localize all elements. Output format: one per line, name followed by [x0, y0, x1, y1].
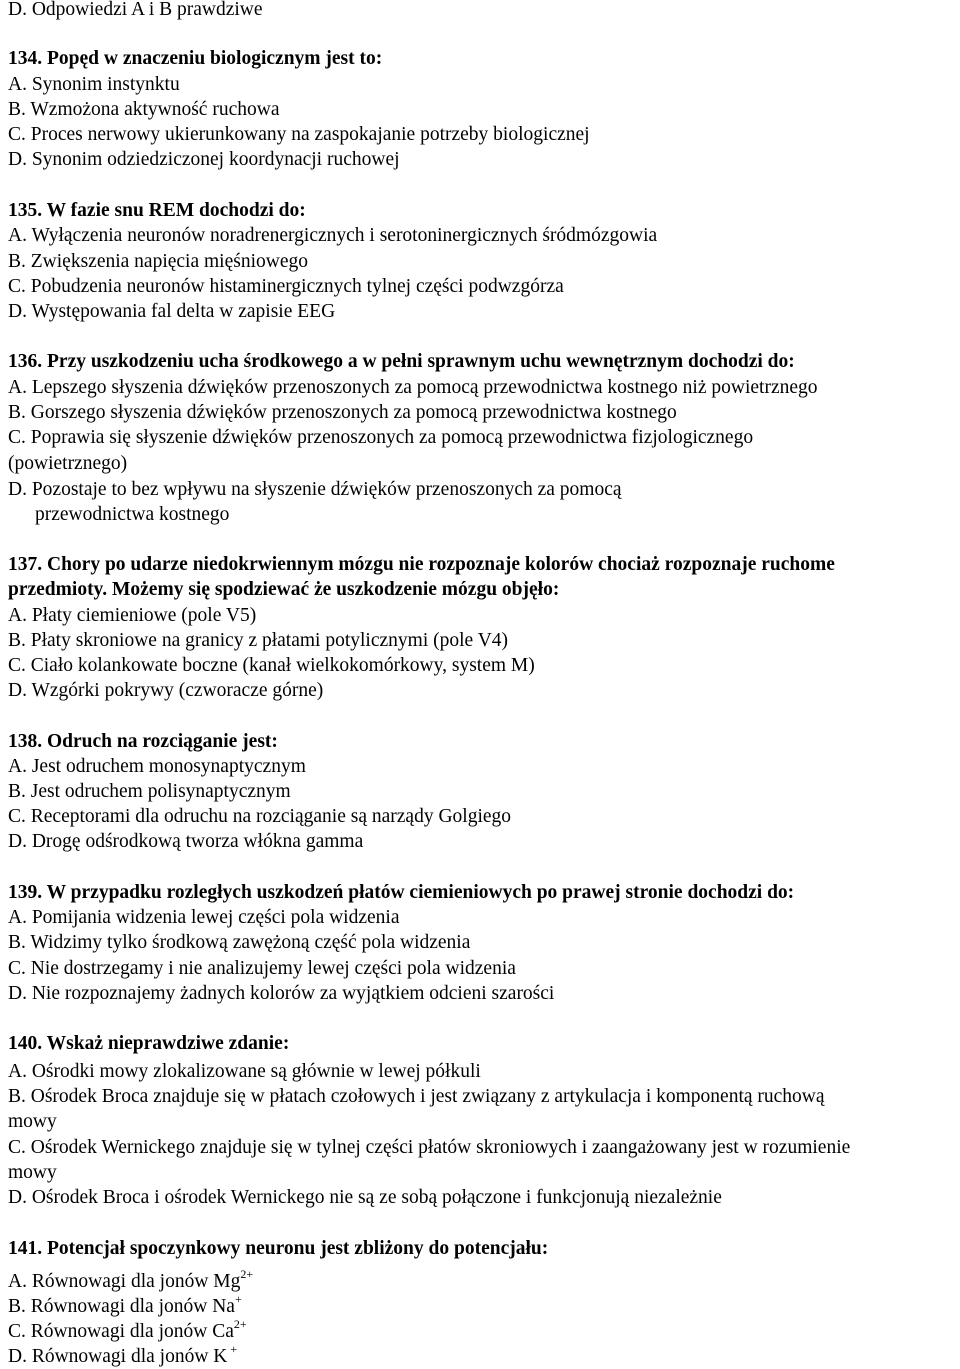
option-b: B. Płaty skroniowe na granicy z płatami potylicznymi (pole V4) [8, 630, 509, 651]
superscript-charge: + [227, 1342, 238, 1356]
option-d-continued: przewodnictwa kostnego [35, 504, 230, 525]
superscript-charge: + [234, 1292, 242, 1306]
option-d: D. Ośrodek Broca i ośrodek Wernickego nie są ze sobą połączone i funkcjonują niezależnie [8, 1187, 722, 1208]
option-a: A. Lepszego słyszenia dźwięków przenoszonych za pomocą przewodnictwa kostnego niż powietrznego [8, 377, 818, 398]
option-a: A. Ośrodki mowy zlokalizowane są głównie w lewej półkuli [8, 1061, 481, 1082]
option-b: B. Wzmożona aktywność ruchowa [8, 99, 280, 120]
option-c: C. Pobudzenia neuronów histaminergicznych tylnej części podwzgórza [8, 276, 564, 297]
question-139-title: 139. W przypadku rozległych uszkodzeń płatów ciemieniowych po prawej stronie dochodzi do: [8, 882, 795, 903]
question-138-title: 138. Odruch na rozciąganie jest: [8, 731, 278, 752]
option-d: D. Synonim odziedziczonej koordynacji ruchowej [8, 149, 400, 170]
option-a: A. Synonim instynktu [8, 74, 180, 95]
question-136-title: 136. Przy uszkodzeniu ucha środkowego a w pełni sprawnym uchu wewnętrznym dochodzi do: [8, 351, 795, 372]
option-a: A. Płaty ciemieniowe (pole V5) [8, 605, 257, 626]
superscript-charge: 2+ [240, 1267, 254, 1281]
option-d: D. Drogę odśrodkową tworza włókna gamma [8, 831, 364, 852]
question-140-title: 140. Wskaż nieprawdziwe zdanie: [8, 1033, 290, 1054]
question-135-title: 135. W fazie snu REM dochodzi do: [8, 200, 306, 221]
option-d: D. Pozostaje to bez wpływu na słyszenie dźwięków przenoszonych za pomocą [8, 479, 622, 500]
option-b: B. Ośrodek Broca znajduje się w płatach czołowych i jest związany z artykulacja i komponentą ruchową [8, 1086, 825, 1107]
answer-line: D. Odpowiedzi A i B prawdziwe [8, 0, 263, 20]
option-d: D. Wzgórki pokrywy (czworacze górne) [8, 680, 324, 701]
option-a: A. Równowagi dla jonów $Mg^{2+}$ [8, 1267, 254, 1292]
option-b: B. Gorszego słyszenia dźwięków przenoszonych za pomocą przewodnictwa kostnego [8, 402, 677, 423]
question-137-title: 137. Chory po udarze niedokrwiennym mózgu nie rozpoznaje kolorów chociaż rozpoznaje ruchome [8, 554, 835, 575]
option-c-continued: (powietrznego) [8, 453, 128, 474]
option-c: C. Ośrodek Wernickego znajduje się w tylnej części płatów skroniowych i zaangażowany jest w rozumienie [8, 1137, 851, 1158]
option-b: B. Zwiększenia napięcia mięśniowego [8, 251, 308, 272]
option-a: A. Wyłączenia neuronów noradrenergicznych i serotoninergicznych śródmózgowia [8, 225, 658, 246]
option-b: B. Równowagi dla jonów Na+ [8, 1292, 242, 1317]
question-137-title-continued: przedmioty. Możemy się spodziewać że uszkodzenie mózgu objęło: [8, 579, 560, 600]
option-c: C. Receptorami dla odruchu na rozciąganie są narządy Golgiego [8, 806, 512, 827]
option-c: C. Ciało kolankowate boczne (kanał wielkokomórkowy, system M) [8, 655, 535, 676]
option-b-continued: mowy [8, 1111, 57, 1132]
option-a: A. Pomijania widzenia lewej części pola widzenia [8, 907, 400, 928]
option-c-continued: mowy [8, 1162, 57, 1183]
option-d: D. Występowania fal delta w zapisie EEG [8, 301, 336, 322]
option-a: A. Jest odruchem monosynaptycznym [8, 756, 306, 777]
option-c: C. Proces nerwowy ukierunkowany na zaspokajanie potrzeby biologicznej [8, 124, 590, 145]
option-b: B. Jest odruchem polisynaptycznym [8, 781, 291, 802]
option-c: C. Równowagi dla jonów $Ca^{2+}$ [8, 1317, 247, 1342]
question-141-title: 141. Potencjał spoczynkowy neuronu jest zbliżony do potencjału: [8, 1238, 549, 1259]
option-c: C. Poprawia się słyszenie dźwięków przenoszonych za pomocą przewodnictwa fizjologicznego [8, 427, 754, 448]
question-134-title: 134. Popęd w znaczeniu biologicznym jest to: [8, 48, 383, 69]
option-c: C. Nie dostrzegamy i nie analizujemy lewej części pola widzenia [8, 958, 516, 979]
option-d: D. Równowagi dla jonów K + [8, 1342, 238, 1367]
option-b: B. Widzimy tylko środkową zawężoną część pola widzenia [8, 932, 471, 953]
superscript-charge: 2+ [233, 1317, 247, 1331]
option-d: D. Nie rozpoznajemy żadnych kolorów za wyjątkiem odcieni szarości [8, 983, 555, 1004]
